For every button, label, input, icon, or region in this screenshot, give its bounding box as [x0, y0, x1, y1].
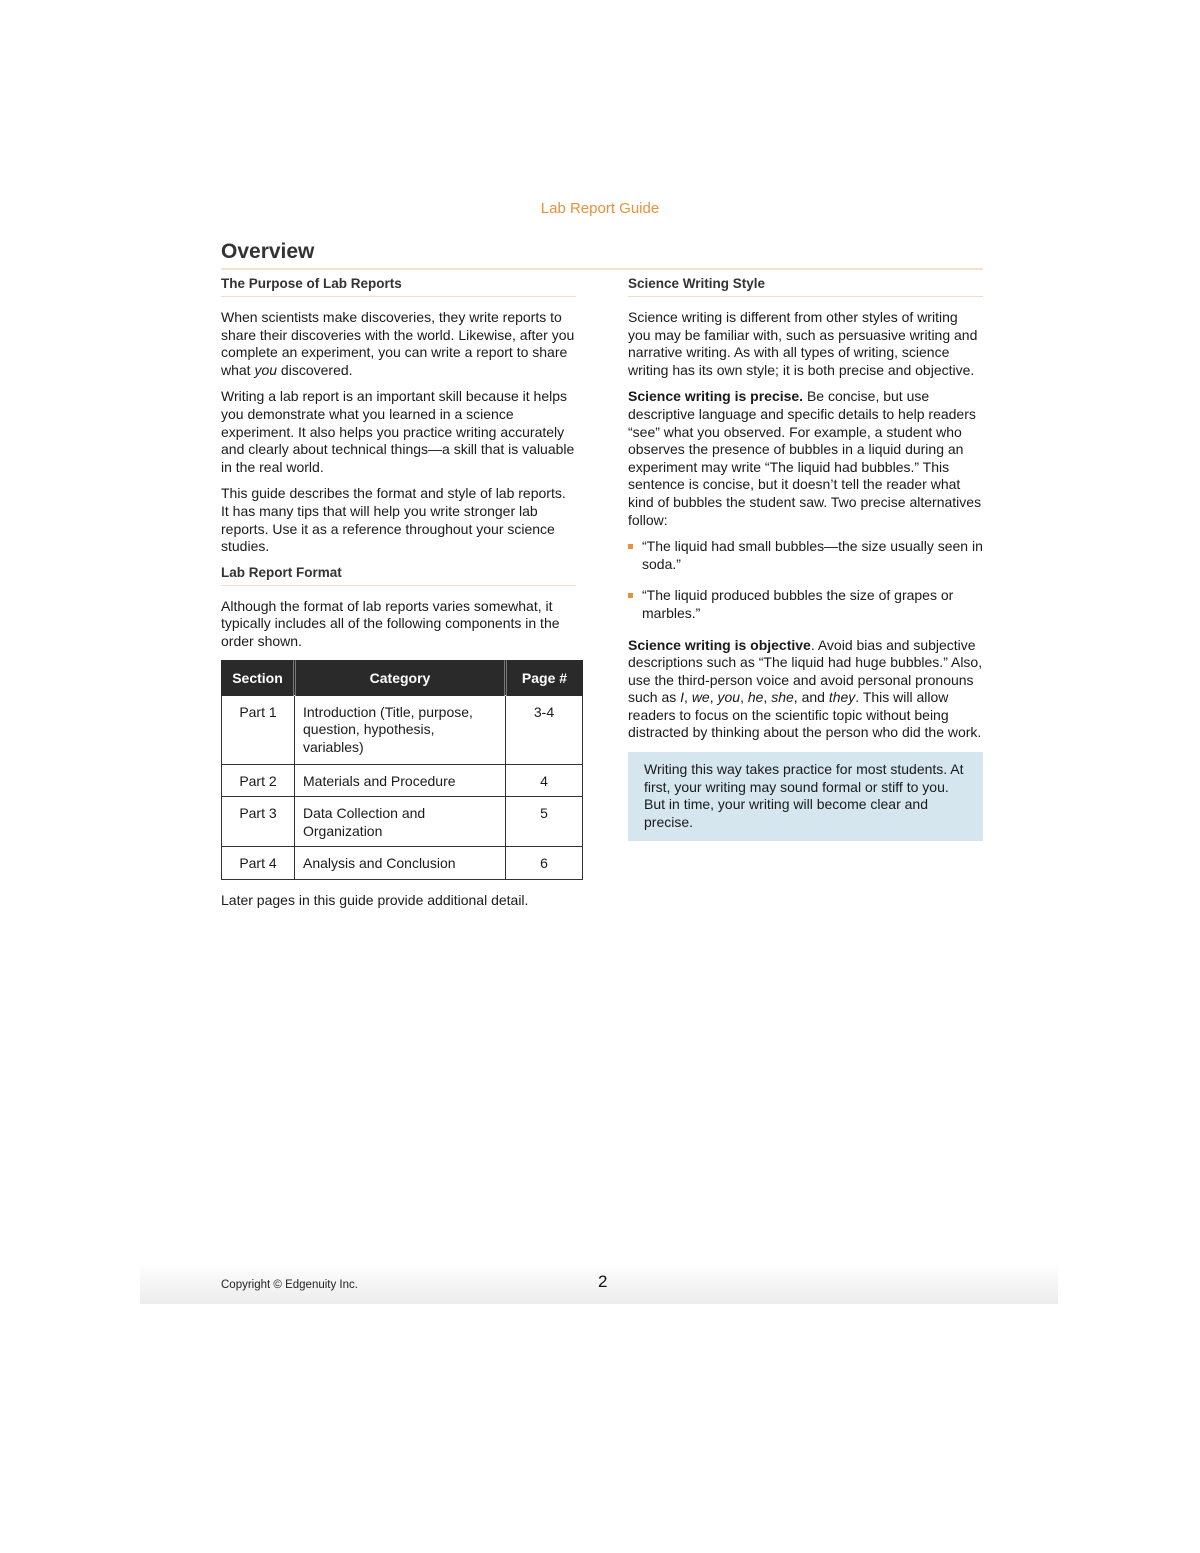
section-title-overview: Overview	[221, 240, 983, 270]
copyright-notice: Copyright © Edgenuity Inc.	[221, 1279, 358, 1291]
table-header-category: Category	[295, 660, 506, 695]
list-item: “The liquid had small bubbles—the size usually seen in soda.”	[628, 538, 983, 573]
table-header-row	[222, 660, 583, 695]
heading-style: Science Writing Style	[628, 276, 983, 297]
precise-examples-list	[628, 538, 983, 622]
table-cell-section: Part 3	[222, 797, 295, 847]
table-header-section: Section	[222, 660, 295, 695]
table-cell-page: 5	[506, 797, 583, 847]
bullet-square-icon	[628, 544, 633, 549]
paragraph-objective: Science writing is objective. Avoid bias and subjective descriptions such as “The liquid had huge bubbles.” Also, use the third-person voice and avoid personal pronouns such as I, we, you, he, she, and they. This will allow readers to focus on the scientific topic without being distracted by thinking about the person who did the work.	[628, 636, 983, 741]
list-item: “The liquid produced bubbles the size of grapes or marbles.”	[628, 587, 983, 622]
page-number: 2	[598, 1272, 608, 1291]
practice-callout: Writing this way takes practice for most students. At first, your writing may sound formal or stiff to you. But in time, your writing will become clear and precise.	[628, 752, 983, 841]
table-cell-section: Part 2	[222, 764, 295, 797]
table-cell-page: 6	[506, 847, 583, 880]
table-row	[222, 764, 583, 797]
paragraph-later-pages: Later pages in this guide provide additional detail.	[221, 891, 529, 908]
table-cell-category: Analysis and Conclusion	[295, 847, 506, 880]
left-column	[221, 276, 576, 918]
table-cell-page: 4	[506, 764, 583, 797]
table-row	[222, 797, 583, 847]
format-table	[221, 660, 583, 880]
table-cell-section: Part 1	[222, 695, 295, 764]
table-cell-category: Data Collection and Organization	[295, 797, 506, 847]
bullet-square-icon	[628, 593, 633, 598]
table-cell-category: Introduction (Title, purpose, question, hypothesis, variables)	[295, 695, 506, 764]
table-row	[222, 695, 583, 764]
paragraph-purpose-3: This guide describes the format and style of lab reports. It has many tips that will help you write stronger lab reports. Use it as a reference throughout your science studies.	[221, 485, 566, 555]
paragraph-precise: Science writing is precise. Be concise, but use descriptive language and specific details to help readers “see” what you observed. For example, a student who observes the presence of bubbles in a liquid during an experiment may write “The liquid had bubbles.” This sentence is concise, but it doesn’t tell the reader what kind of bubbles the student saw. Two precise alternatives follow:	[628, 388, 982, 528]
table-row	[222, 847, 583, 880]
paragraph-purpose-1: When scientists make discoveries, they write reports to share their discoveries with the world. Likewise, after you complete an experiment, you can write a report to share what you discovered.	[221, 309, 575, 378]
paragraph-format: Although the format of lab reports varies somewhat, it typically includes all of the following components in the order shown.	[221, 597, 560, 649]
table-cell-category: Materials and Procedure	[295, 764, 506, 797]
table-cell-page: 3-4	[506, 695, 583, 764]
table-header-page: Page #	[506, 660, 583, 695]
right-column	[628, 276, 983, 841]
heading-format: Lab Report Format	[221, 565, 576, 586]
document-header: Lab Report Guide	[540, 200, 660, 217]
paragraph-style-intro: Science writing is different from other styles of writing you may be familiar with, such as persuasive writing and narrative writing. As with all types of writing, science writing has its own style; it is both precise and objective.	[628, 309, 978, 378]
table-cell-section: Part 4	[222, 847, 295, 880]
heading-purpose: The Purpose of Lab Reports	[221, 276, 576, 297]
paragraph-purpose-2: Writing a lab report is an important skill because it helps you demonstrate what you learned in a science experiment. It also helps you practice writing accurately and clearly about technical things—a skill that is valuable in the real world.	[221, 388, 575, 475]
